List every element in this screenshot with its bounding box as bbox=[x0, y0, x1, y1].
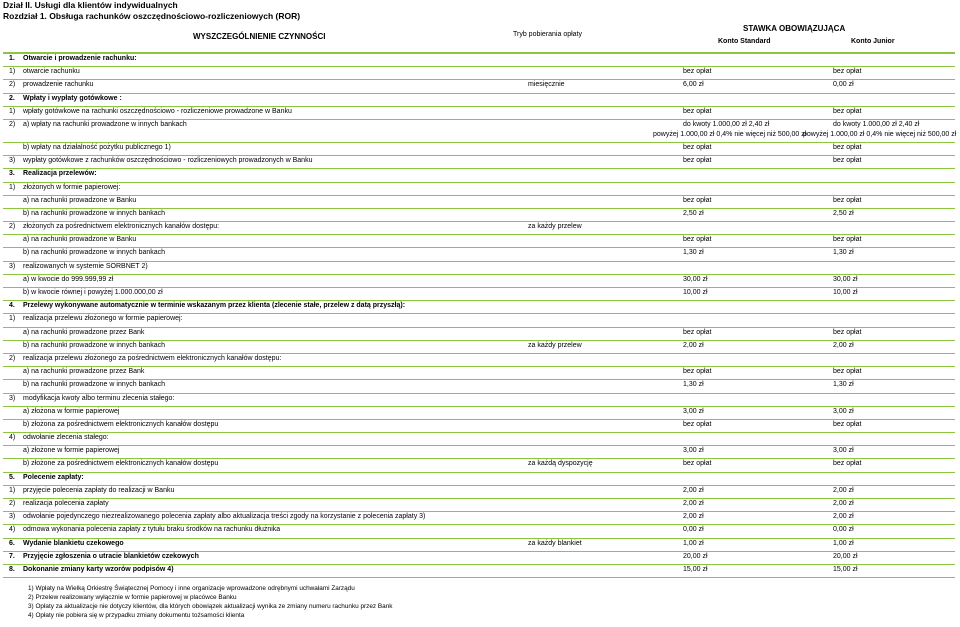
table-row bbox=[3, 354, 955, 367]
row-label: a) na rachunki prowadzone przez Bank bbox=[23, 368, 145, 376]
fee-mode: za każdy przelew bbox=[528, 223, 582, 231]
table-row bbox=[3, 539, 955, 552]
row-label: realizowanych w systemie SORBNET 2) bbox=[23, 262, 148, 270]
row-label: Polecenie zapłaty: bbox=[23, 473, 84, 481]
table-row bbox=[3, 209, 955, 222]
table-row bbox=[3, 525, 955, 538]
fee-junior: bez opłat bbox=[833, 328, 862, 336]
fee-junior: 2,50 zł bbox=[833, 209, 854, 217]
fee-standard-over: powyżej 1.000,00 zł 0,4% nie więcej niż 500,00 zł bbox=[653, 130, 807, 138]
fee-standard: 3,00 zł bbox=[683, 447, 704, 455]
row-label: a) na rachunki prowadzone w Banku bbox=[23, 196, 137, 204]
table-row bbox=[3, 67, 955, 80]
row-number: 1) bbox=[9, 315, 16, 323]
row-number: 1) bbox=[9, 68, 16, 76]
col-activities: WYSZCZEGÓLNIENIE CZYNNOŚCI bbox=[193, 32, 326, 41]
row-label: złożonych w formie papierowej: bbox=[23, 183, 121, 191]
row-label: b) na rachunki prowadzone w innych bankach bbox=[23, 209, 166, 217]
fee-standard: do kwoty 1.000,00 zł 2,40 zł bbox=[683, 120, 770, 128]
row-number: 2) bbox=[9, 354, 16, 362]
table-row bbox=[3, 341, 955, 354]
table-row bbox=[3, 120, 955, 143]
table-row bbox=[3, 222, 955, 235]
fee-standard: 6,00 zł bbox=[683, 81, 704, 89]
fee-junior: bez opłat bbox=[833, 157, 862, 165]
table-row bbox=[3, 275, 955, 288]
row-label: Otwarcie i prowadzenie rachunku: bbox=[23, 55, 137, 62]
fee-junior: bez opłat bbox=[833, 68, 862, 76]
fee-mode: miesięcznie bbox=[528, 81, 565, 89]
table-row bbox=[3, 107, 955, 120]
table-row bbox=[3, 394, 955, 407]
table-row bbox=[3, 94, 955, 107]
fee-standard: 2,50 zł bbox=[683, 209, 704, 217]
table-row bbox=[3, 288, 955, 301]
fee-junior: bez opłat bbox=[833, 196, 862, 204]
fee-standard: bez opłat bbox=[683, 143, 712, 151]
table-body bbox=[3, 54, 955, 578]
row-number: 4) bbox=[9, 434, 16, 442]
fee-junior: 20,00 zł bbox=[833, 552, 858, 560]
fee-standard: 3,00 zł bbox=[683, 407, 704, 415]
row-label: złożonych za pośrednictwem elektronicznych kanałów dostępu: bbox=[23, 223, 220, 231]
table-row bbox=[3, 328, 955, 341]
row-label: Realizacja przelewów: bbox=[23, 170, 97, 178]
fee-standard: bez opłat bbox=[683, 196, 712, 204]
fee-junior: 3,00 zł bbox=[833, 447, 854, 455]
row-number: 1. bbox=[9, 55, 15, 62]
col-mode: Tryb pobierania opłaty bbox=[513, 31, 583, 38]
row-label: Przyjęcie zgłoszenia o utracie blankietów czekowych bbox=[23, 552, 199, 560]
row-label: realizacja przelewu złożonego w formie papierowej: bbox=[23, 315, 183, 323]
row-number: 2) bbox=[9, 120, 16, 128]
fee-standard: 30,00 zł bbox=[683, 275, 708, 283]
table-row bbox=[3, 54, 955, 67]
row-label: odwołanie zlecenia stałego: bbox=[23, 434, 109, 442]
table-header bbox=[3, 22, 955, 54]
table-row bbox=[3, 552, 955, 565]
fee-junior: 1,30 zł bbox=[833, 381, 854, 389]
fee-junior: bez opłat bbox=[833, 236, 862, 244]
fee-junior: 2,00 zł bbox=[833, 500, 854, 507]
fee-junior: bez opłat bbox=[833, 460, 862, 468]
row-number: 8. bbox=[9, 565, 15, 573]
fee-standard: bez opłat bbox=[683, 68, 712, 76]
fee-standard: bez opłat bbox=[683, 328, 712, 336]
row-label: a) złożona w formie papierowej bbox=[23, 407, 120, 415]
fee-junior: 10,00 zł bbox=[833, 289, 858, 296]
fee-junior: 15,00 zł bbox=[833, 565, 858, 573]
row-label: Wydanie blankietu czekowego bbox=[23, 539, 124, 547]
row-number: 3) bbox=[9, 513, 16, 521]
fee-standard: 1,00 zł bbox=[683, 539, 704, 547]
row-label: a) na rachunki prowadzone przez Bank bbox=[23, 328, 145, 336]
footnotes bbox=[28, 584, 392, 620]
row-number: 3) bbox=[9, 157, 16, 165]
fee-standard: 10,00 zł bbox=[683, 289, 708, 296]
row-label: a) złożone w formie papierowej bbox=[23, 447, 120, 455]
fee-junior: bez opłat bbox=[833, 368, 862, 376]
row-label: otwarcie rachunku bbox=[23, 68, 80, 76]
footnote: 2) Przelew realizowany wyłącznie w formie papierowej w placówce Banku bbox=[28, 594, 237, 601]
table-row bbox=[3, 486, 955, 499]
table-row bbox=[3, 196, 955, 209]
row-number: 2) bbox=[9, 223, 16, 231]
table-row bbox=[3, 235, 955, 248]
table-row bbox=[3, 459, 955, 472]
fee-standard: 1,30 zł bbox=[683, 381, 704, 389]
fee-junior: do kwoty 1.000,00 zł 2,40 zł bbox=[833, 120, 920, 128]
fee-standard: 0,00 zł bbox=[683, 526, 704, 534]
fee-mode: za każdą dyspozycję bbox=[528, 460, 593, 468]
fee-standard: 1,30 zł bbox=[683, 249, 704, 257]
fee-junior: 3,00 zł bbox=[833, 407, 854, 415]
table-row bbox=[3, 380, 955, 393]
row-number: 2. bbox=[9, 94, 15, 102]
row-label: odwołanie pojedynczego niezrealizowanego polecenia zapłaty albo aktualizacja treści zgody na korzystanie z polecenia zapłaty 3) bbox=[23, 513, 426, 521]
row-number: 3) bbox=[9, 262, 16, 270]
row-label: a) w kwocie do 999.999,99 zł bbox=[23, 275, 114, 283]
fee-standard: 2,00 zł bbox=[683, 341, 704, 349]
row-label: realizacja polecenia zapłaty bbox=[23, 500, 109, 507]
row-number: 2) bbox=[9, 500, 16, 507]
row-number: 6. bbox=[9, 539, 15, 547]
col-standard: Konto Standard bbox=[718, 38, 771, 45]
table-row bbox=[3, 143, 955, 156]
fee-junior: 0,00 zł bbox=[833, 526, 854, 534]
row-label: b) na rachunki prowadzone w innych bankach bbox=[23, 341, 166, 349]
table-row bbox=[3, 262, 955, 275]
row-number: 4. bbox=[9, 302, 15, 310]
col-rate: STAWKA OBOWIĄZUJĄCA bbox=[743, 24, 846, 33]
row-label: b) złożona za pośrednictwem elektronicznych kanałów dostępu bbox=[23, 420, 219, 428]
fee-standard: bez opłat bbox=[683, 107, 712, 115]
table-row bbox=[3, 420, 955, 433]
fee-standard: bez opłat bbox=[683, 236, 712, 244]
row-label: modyfikacja kwoty albo terminu zlecenia stałego: bbox=[23, 394, 175, 402]
fee-standard: 20,00 zł bbox=[683, 552, 708, 560]
fee-junior: 1,30 zł bbox=[833, 249, 854, 257]
fee-standard: bez opłat bbox=[683, 368, 712, 376]
fee-standard: bez opłat bbox=[683, 157, 712, 165]
row-number: 1) bbox=[9, 183, 16, 191]
fee-standard: 2,00 zł bbox=[683, 486, 704, 494]
fee-junior: 30,00 zł bbox=[833, 275, 858, 283]
fee-junior: bez opłat bbox=[833, 107, 862, 115]
row-label: Dokonanie zmiany karty wzorów podpisów 4) bbox=[23, 565, 174, 573]
row-number: 3) bbox=[9, 394, 16, 402]
row-label: odmowa wykonania polecenia zapłaty z tytułu braku środków na rachunku dłużnika bbox=[23, 526, 281, 534]
row-label: wpłaty gotówkowe na rachunki oszczędnościowo - rozliczeniowe prowadzone w Banku bbox=[23, 107, 292, 115]
fee-standard: bez opłat bbox=[683, 460, 712, 468]
row-number: 4) bbox=[9, 526, 16, 534]
row-number: 2) bbox=[9, 81, 16, 89]
row-label: Przelewy wykonywane automatycznie w terminie wskazanym przez klienta (zlecenie stałe, przelew z datą przyszłą): bbox=[23, 302, 406, 310]
fee-standard: 2,00 zł bbox=[683, 500, 704, 507]
row-number: 3. bbox=[9, 170, 15, 178]
table-row bbox=[3, 499, 955, 512]
fee-mode: za każdy przelew bbox=[528, 341, 582, 349]
fee-standard: 2,00 zł bbox=[683, 513, 704, 521]
table-row bbox=[3, 156, 955, 169]
table-row bbox=[3, 80, 955, 93]
table-row bbox=[3, 169, 955, 182]
row-label: b) na rachunki prowadzone w innych bankach bbox=[23, 249, 166, 257]
table-row bbox=[3, 407, 955, 420]
fee-junior: bez opłat bbox=[833, 420, 862, 428]
row-label: wypłaty gotówkowe z rachunków oszczędnościowo - rozliczeniowych prowadzonych w Banku bbox=[23, 157, 313, 165]
footnote: 1) Wpłaty na Wielką Orkiestrę Świątecznej Pomocy i inne organizacje wprowadzone odrębnymi uchwałami Zarządu bbox=[28, 585, 355, 592]
footnote: 3) Opłaty za aktualizacje nie dotyczy klientów, dla których obowiązek aktualizacji wynika ze zmiany numeru rachunku przez Bank bbox=[28, 603, 393, 610]
fee-junior: 1,00 zł bbox=[833, 539, 854, 547]
row-label: b) na rachunki prowadzone w innych bankach bbox=[23, 381, 166, 389]
table-row bbox=[3, 183, 955, 196]
fee-junior-over: powyżej 1.000,00 zł 0,4% nie więcej niż 500,00 zł bbox=[803, 130, 957, 138]
fee-junior: 2,00 zł bbox=[833, 341, 854, 349]
row-label: Wpłaty i wypłaty gotówkowe : bbox=[23, 94, 122, 102]
table-row bbox=[3, 446, 955, 459]
row-number: 1) bbox=[9, 486, 16, 494]
row-label: b) złożone za pośrednictwem elektronicznych kanałów dostępu bbox=[23, 460, 219, 468]
table-row bbox=[3, 433, 955, 446]
fee-standard: bez opłat bbox=[683, 420, 712, 428]
fee-junior: 0,00 zł bbox=[833, 81, 854, 89]
row-label: b) wpłaty na działalność pożytku publicznego 1) bbox=[23, 143, 171, 151]
section-title: Dział II. Usługi dla klientów indywidualnych bbox=[3, 0, 178, 10]
fee-junior: 2,00 zł bbox=[833, 513, 854, 521]
row-label: prowadzenie rachunku bbox=[23, 81, 94, 89]
footnote: 4) Opłaty nie pobiera się w przypadku zmiany dokumentu tożsamości klienta bbox=[28, 612, 245, 619]
row-label: a) wpłaty na rachunki prowadzone w innych bankach bbox=[23, 120, 187, 128]
fee-junior: bez opłat bbox=[833, 143, 862, 151]
row-label: b) w kwocie równej i powyżej 1.000.000,00 zł bbox=[23, 289, 163, 296]
table-row bbox=[3, 314, 955, 327]
table-row bbox=[3, 473, 955, 486]
table-row bbox=[3, 248, 955, 261]
table-row bbox=[3, 565, 955, 578]
fee-table bbox=[3, 22, 955, 578]
row-number: 5. bbox=[9, 473, 15, 481]
chapter-title: Rozdział 1. Obsługa rachunków oszczędnościowo-rozliczeniowych (ROR) bbox=[3, 11, 301, 21]
row-label: przyjęcie polecenia zapłaty do realizacji w Banku bbox=[23, 486, 175, 494]
fee-standard: 15,00 zł bbox=[683, 565, 708, 573]
table-row bbox=[3, 512, 955, 525]
row-label: realizacja przelewu złożonego za pośrednictwem elektronicznych kanałów dostępu: bbox=[23, 354, 282, 362]
col-junior: Konto Junior bbox=[851, 38, 895, 45]
row-number: 1) bbox=[9, 107, 16, 115]
table-row bbox=[3, 301, 955, 314]
fee-junior: 2,00 zł bbox=[833, 486, 854, 494]
row-number: 7. bbox=[9, 552, 15, 560]
fee-mode: za każdy blankiet bbox=[528, 539, 582, 547]
table-row bbox=[3, 367, 955, 380]
row-label: a) na rachunki prowadzone w Banku bbox=[23, 236, 137, 244]
